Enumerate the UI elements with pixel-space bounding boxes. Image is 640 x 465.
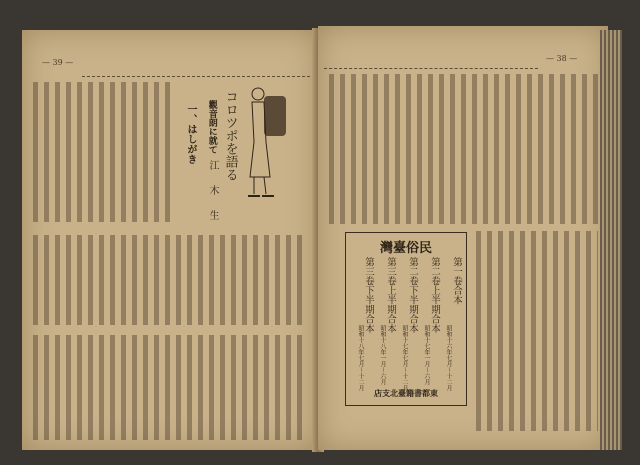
page-number-right: — 38 — [546,54,578,63]
ad-publisher: 東都書籍臺北支店 [374,388,438,398]
ad-title: 民俗臺灣 [379,241,432,256]
section-heading: 一、はしがき [185,104,196,164]
text-block [30,235,306,325]
ad-period: 昭和十六年七月～十二月 [445,325,452,391]
left-page [22,30,318,450]
article-title: コロツポを語る [222,90,238,181]
page-number-left: — 39 — [42,58,74,67]
text-block [30,335,306,440]
hiker-illustration [244,82,290,202]
page-edges [600,30,622,450]
article-subtitle: 觀音朗に就て [206,100,217,154]
ad-period: 昭和十七年一月～六月 [423,325,430,385]
header-rule [82,76,310,77]
text-block [326,74,598,224]
advertisement-box [345,232,467,406]
ad-item: 第三卷上半期合本 [385,257,396,333]
ad-item: 第二卷上半期合本 [429,257,440,333]
ad-period: 昭和十七年七月～十二月 [401,325,408,391]
ad-item: 第一卷合本 [451,257,462,305]
text-block [473,231,598,431]
ad-period: 昭和十八年一月～六月 [379,325,386,385]
ad-period: 昭和十八年七月～十二月 [357,325,364,391]
ad-item: 第二卷下半期合本 [407,257,418,333]
article-author: 江 木 生 [207,160,218,227]
ad-item: 第三卷下半期合本 [363,257,374,333]
text-block [30,82,170,222]
header-rule [324,68,538,69]
